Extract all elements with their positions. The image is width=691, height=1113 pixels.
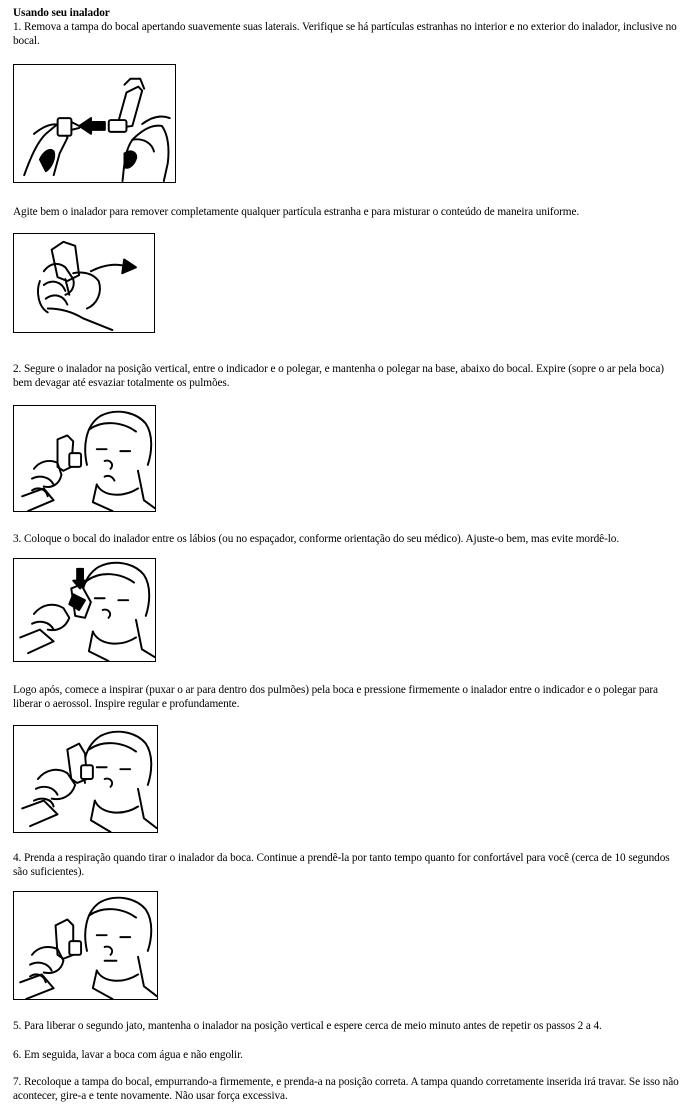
section-title: Usando seu inalador xyxy=(13,7,110,19)
step-2-text: 2. Segure o inalador na posição vertical, entre o indicador e o polegar, e mantenha o polegar na base, abaixo do bocal. Expire (sopre o ar pela boca) bem devagar até esvaziar totalmente os pulmões. xyxy=(13,363,664,389)
shake-inhaler-illustration xyxy=(13,233,155,333)
hold-breath-illustration xyxy=(13,891,158,1000)
inhale-press-illustration xyxy=(13,725,158,833)
shake-text: Agite bem o inalador para remover completamente qualquer partícula estranha e para misturar o conteúdo de maneira uniforme. xyxy=(13,206,580,218)
remove-cap-illustration xyxy=(13,64,176,183)
step-3-text: 3. Coloque o bocal do inalador entre os lábios (ou no espaçador, conforme orientação do seu médico). Ajuste-o bem, mas evite mordê-lo. xyxy=(13,533,620,545)
step-5-text: 5. Para liberar o segundo jato, mantenha o inalador na posição vertical e espere cerca de meio minuto antes de repetir os passos 2 a 4. xyxy=(13,1020,602,1032)
step-4-text: 4. Prenda a respiração quando tirar o inalador da boca. Continue a prendê-la por tanto tempo quanto for confortável para você (cerca de 10 segundos são suficientes). xyxy=(13,852,670,878)
inhale-text: Logo após, comece a inspirar (puxar o ar para dentro dos pulmões) pela boca e pressione firmemente o inalador entre o indicador e o polegar para liberar o aerossol. Inspire regular e profundamente. xyxy=(13,684,658,710)
step-1-text: 1. Remova a tampa do bocal apertando suavemente suas laterais. Verifique se há partículas estranhas no interior e no exterior do inalador, inclusive no bocal. xyxy=(13,21,677,47)
instructions-block-intro xyxy=(13,6,679,48)
mouthpiece-between-lips-illustration xyxy=(13,558,156,662)
step-7-text: 7. Recoloque a tampa do bocal, empurrando-a firmemente, e prenda-a na posição correta. A tampa quando corretamente inserida irá travar. Se isso não acontecer, gire-a e tente novamente. Não usar força excessiva. xyxy=(13,1076,679,1102)
exhale-illustration xyxy=(13,405,156,512)
step-6-text: 6. Em seguida, lavar a boca com água e não engolir. xyxy=(13,1049,243,1061)
